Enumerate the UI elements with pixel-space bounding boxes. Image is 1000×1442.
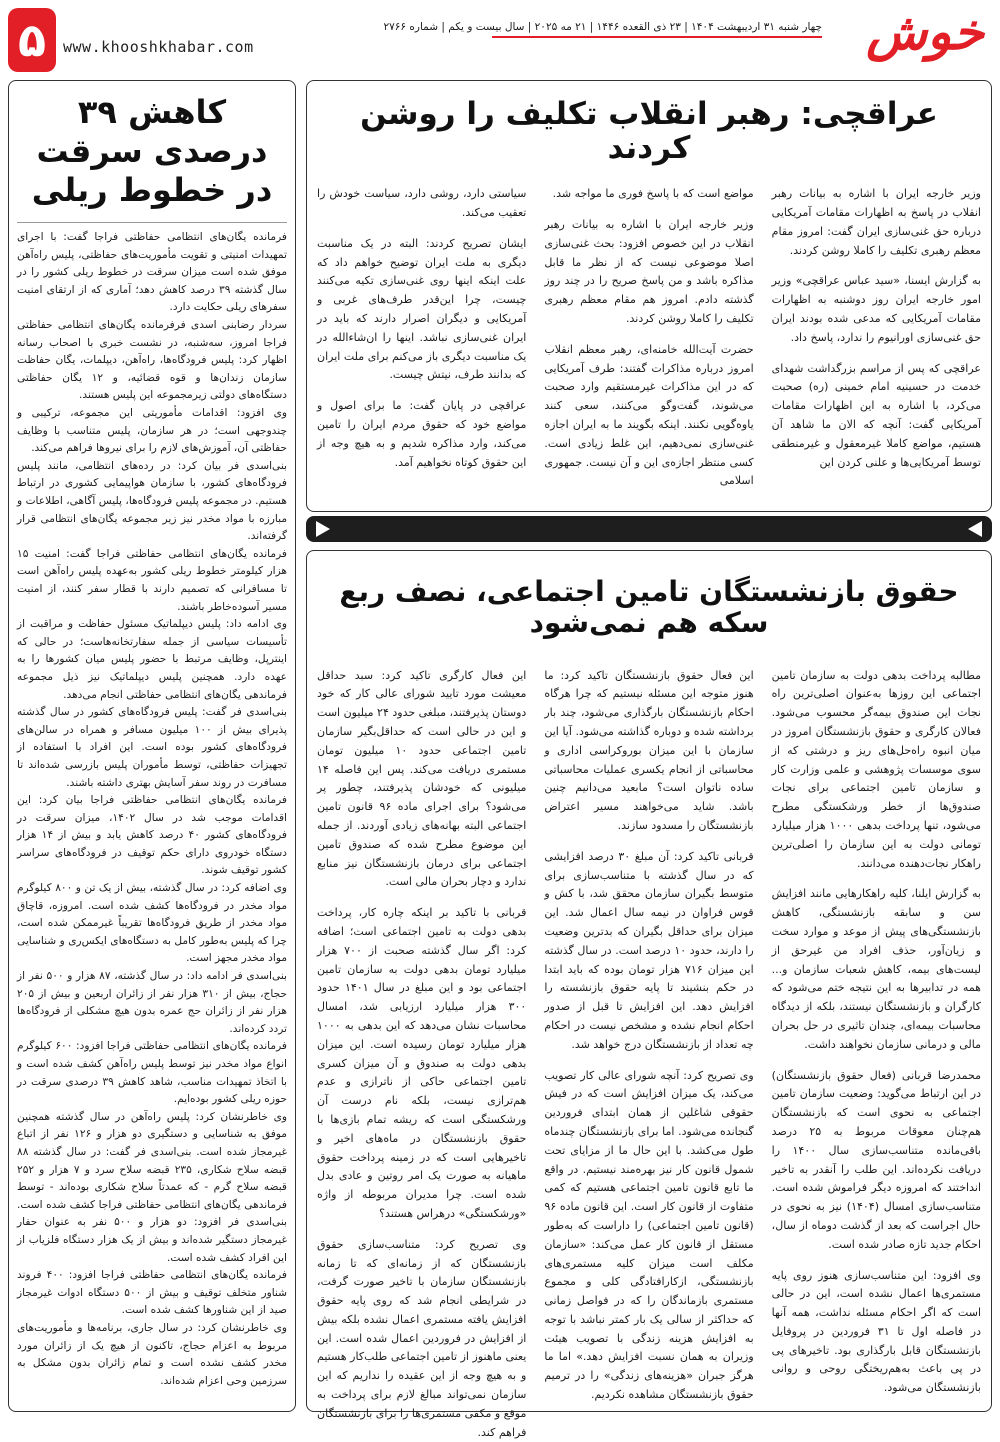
paragraph: وی خاطرنشان کرد: پلیس راه‌آهن در سال گذشته همچنین موفق به شناسایی و دستگیری دو هزار و ۱۲۶ نفر از اتباع غیرمجاز شده است. بنی‌اسدی فر گفت: در سال گذشته ۸۸ قبضه سلاح شکاری، ۲۳۵ قبضه سلاح سرد و ۷ هزار و ۲۵۲ قبضه سلاح گرم - که عمدتاً سلاح شکاری بوده‌اند - توسط فرماندهی یگان‌های انتظامی حفاظتی فراجا کشف شده است. بنی‌اسدی فر افزود: دو هزار و ۵۰۰ نفر به عنوان حفار غیرمجاز دستگیر شده‌اند و بیش از یک هزار دستگاه فلزیاب از این افراد کشف شده است. [17, 1110, 287, 1264]
article-headline: عراقچی: رهبر انقلاب تکلیف را روشن کردند [360, 96, 938, 167]
article-araghchi [306, 80, 992, 512]
article-headline: حقوق بازنشستگان تامین اجتماعی، نصف ربع سکه هم نمی‌شود [339, 575, 959, 639]
paragraph: ایشان تصریح کردند: البته در یک مناسبت دیگری به ملت ایران توضیح خواهم داد که علت اینکه اینها روی غنی‌سازی تکیه می‌کنند چیست، چرا این‌قدر طرف‌های غربی و آمریکایی و دیگران اصرار دارند که باید در ایران غنی‌سازی نباشد. اینها را ان‌شاءالله در یک مناسبت دیگری باز می‌کنم برای ملت ایران که بدانند طرف، نیتش چیست. [317, 236, 527, 382]
section-divider [306, 516, 992, 542]
paragraph: سردار رضابنی اسدی فرفرمانده یگان‌های انتظامی حفاظتی فراجا امروز، سه‌شنبه، در نشست خبری با اصحاب رسانه اظهار کرد: پلیس فرودگاه‌ها، راه‌آهن، دیپلمات، یگان حفاظت سازمان زندان‌ها و قوه قضائیه، و ۱۲ یگان حفاظتی دستگاه‌های دولتی زیرمجموعه این پلیس هستند. [17, 319, 288, 402]
paragraph: وی تصریح کرد: متناسب‌سازی حقوق بازنشستگان که از زمانه‌ای که تا زمانه بازنشستگان سازمان با تاخیر صورت گرفت، در شرایطی انجام شد که روی پایه حقوق افزایش یافته مستمری اعمال نشده بلکه بیش از افزایش در فروردین اعمال شده است. این یعنی ماهنوز از تامین اجتماعی طلب‌کار هستیم و به هیچ وجه از این عقیده را نداریم که این سازمان نمی‌تواند مبالغ لازم برای پرداخت به موقع و مکفی مستمری‌ها را برای بازنشستگان فراهم کند. [317, 1237, 527, 1439]
paragraph: بنی‌اسدی فر بیان کرد: در رده‌های انتظامی، مانند پلیس فرودگاه‌های کشور، با سازمان هواپیمایی کشوری در ارتباط هستیم. در مجموعه پلیس فرودگاه‌ها، پلیس آگاهی، اطلاعات و مبارزه با مواد مخدر نیز زیر مجموعه یگان‌های انتظامی قرار گرفته‌اند. [17, 459, 287, 543]
paragraph: وی ادامه داد: پلیس دیپلماتیک مسئول حفاظت و مراقبت از تأسیسات سیاسی از جمله سفارتخانه‌هاست؛ در حالی که اینترپل، وظایف مرتبط با حضور پلیس میان کشورها را به عهده دارد. همچنین پلیس دیپلماتیک نیز ذیل مجموعه فرماندهی یگان‌های انتظامی حفاظتی انجام می‌دهد. [17, 618, 287, 701]
paragraph: وزیر خارجه ایران با اشاره به بیانات رهبر انقلاب در این خصوص افزود: بحث غنی‌سازی اصلا موضوعی نیست که از نظر ما قابل مذاکره باشد و من پاسخ صریح را در چند روز گذشته دادم. امروز هم مقام معظم رهبری تکلیف را کاملا روشن کردند. [544, 217, 754, 325]
paragraph: مواضع است که با پاسخ فوری ما مواجه شد. [552, 187, 754, 201]
article-column [772, 185, 981, 521]
article-column [544, 185, 753, 521]
paragraph: عراقچی که پس از مراسم بزرگداشت شهدای خدمت در حسینیه امام خمینی (ره) صحبت می‌کرد، با اشاره به این اظهارات مقامات آمریکایی گفت: آنچه که الان ما شاهد آن هستیم، مواضع کاملا غیرمعقول و غیرمنطقی توسط آمریکایی‌ها و علنی کردن این [771, 361, 981, 469]
article-rail-theft [8, 80, 296, 1412]
paragraph: وزیر خارجه ایران با اشاره به بیانات رهبر انقلاب در پاسخ به اظهارات مقامات آمریکایی درباره حق غنی‌سازی ایران گفت: امروز مقام معظم رهبری تکلیف را کاملا روشن کردند. [771, 187, 981, 257]
paragraph: فرمانده یگان‌های انتظامی حفاظتی فراجا گفت: با اجرای تمهیدات امنیتی و تقویت مأموریت‌های حفاظتی، پلیس راه‌آهن موفق شده است میزان سرقت در خطوط ریلی کشور را در سال گذشته ۳۹ درصد کاهش دهد؛ آماری که از ارتقای امنیت سفرهای ریلی حکایت دارد. [17, 231, 287, 314]
divider-notch-left [316, 521, 330, 537]
paragraph: این فعال حقوق بازنشستگان تاکید کرد: ما هنوز متوجه این مسئله نیستیم که چرا هرگاه احکام بازنشستگان بارگذاری می‌شود، چند بار برداشته شده و دوباره گذاشته می‌شود. آیا این سازمان با این میزان بوروکراسی اداری و محاسباتی از انجام یکسری عملیات محاسباتی ساده ناتوان است؟ مابعید می‌دانیم چنین باشد. شاید می‌خواهند مسیر اعتراض بازنشستگان را مسدود سازند. [544, 668, 754, 832]
paragraph: وی تصریح کرد: آنچه شورای عالی کار تصویب می‌کند، یک میزان افزایش است که در فیش حقوقی شاغلین از همان ابتدای فروردین گنجانده می‌شود. اما برای بازنشستگان چندماه طول می‌کشد. با این حال ما از مزایای تحت شمول قانون کار نیز بهره‌مند نیستیم. در واقع ما تابع قانون تامین اجتماعی هستیم که کمی متفاوت از قانون کار است. این قانون ماده ۹۶ (قانون تامین اجتماعی) را داراست که به‌طور مستقل از قانون کار عمل می‌کند: «سازمان مکلف است میزان کلیه مستمری‌های بازنشستگی، ازکارافتادگی کلی و مجموع مستمری بازماندگان را که در فواصل زمانی که حداکثر از سالی یک بار کمتر نباشد با توجه به افزایش هزینه زندگی با تصویب هیئت وزیران به همان نسبت افزایش دهد.» اما ما هرگز جبران «هزینه‌های زندگی» را در ترمیم حقوق بازنشستگان مشاهده نکردیم. [544, 1068, 754, 1402]
paragraph: فرمانده یگان‌های انتظامی حفاظتی فراجا بیان کرد: این اقدامات موجب شد در سال ۱۴۰۲، میزان سرقت در فرودگاه‌های کشور ۴۰ درصد کاهش یابد و بیش از ۱۴ هزار دستگاه خودروی دارای حکم توقیف در فرودگاه‌های سراسر کشور توقیف شوند. [17, 794, 287, 877]
logo-text: خوش [866, 2, 984, 61]
paragraph: فرمانده یگان‌های انتظامی حفاظتی فراجا افزود: ۴۰۰ فروند شناور متخلف توقیف و بیش از ۵۰۰ دستگاه ادوات غیرمجاز صید از این شناورها کشف شده است. [17, 1269, 287, 1317]
paragraph: فرمانده یگان‌های انتظامی حفاظتی فراجا گفت: امنیت ۱۵ هزار کیلومتر خطوط ریلی کشور به‌عهده پلیس راه‌آهن است تا مسافرانی که تصمیم دارند با قطار سفر کنند، از امنیت مسیر آسوده‌خاطر باشند. [17, 547, 287, 613]
paragraph: بنی‌اسدی فر ادامه داد: در سال گذشته، ۸۷ هزار و ۵۰۰ نفر از حجاج، بیش از ۳۱۰ هزار نفر از زائران اربعین و بیش از ۲۰۵ هزار نفر از زائران حج عمره بدون هیچ مشکلی از فرودگاه‌ها تردد کرده‌اند. [17, 970, 287, 1035]
article-column [544, 667, 753, 1419]
paragraph: قربانی با تاکید بر اینکه چاره کار، پرداخت بدهی دولت به تامین اجتماعی است؛ اضافه کرد: اگر سال گذشته صحبت از ۷۰۰ هزار میلیارد تومان بدهی دولت به سازمان تامین اجتماعی بود و این مبلغ در سال ۱۴۰۱ حدود ۳۰۰ هزار میلیارد ارزیابی شد، امسال محاسبات نشان می‌دهد که این بدهی به ۱۰۰۰ هزار میلیارد تومان رسیده است. این میزان بدهی دولت به صندوق و آن میزان کسری تامین اجتماعی حاکی از ناترازی و عدم هم‌ترازی نیست، بلکه نام درست آن ورشکستگی است که ریشه تمام بازی‌ها با حقوق بازنشستگان در ماه‌های اخیر و تاخیرهایی است که در زمینه پرداخت حقوق ماهیانه به صورت یک امر روتین و عادی بدل شده است. چرا مدیران مربوطه از واژه «ورشکستگی» درهراس هستند؟ [317, 906, 527, 1220]
paragraph: محمدرضا قربانی (فعال حقوق بازنشستگان) در این ارتباط می‌گوید: وضعیت سازمان تامین اجتماعی به نحوی است که بازنشستگان هم‌چنان معوقات مربوط به ۲۵ درصد باقی‌مانده متناسب‌سازی سال ۱۴۰۰ را دریافت نکرده‌اند. این طلب را آنقدر به تاخیر انداختند که امروزه دیگر فراموش شده است. متناسب‌سازی امسال (۱۴۰۴) نیز به نحوی در حال اجراست که بعد از گذشت دوماه از سال، احکام جدید تازه صادر شده است. [771, 1068, 981, 1251]
article-column [772, 667, 981, 1419]
website-url[interactable]: www.khooshkhabar.com [63, 38, 254, 56]
article-body [317, 667, 981, 1439]
article-column [317, 185, 526, 521]
article-pensioners [306, 550, 992, 1439]
article-body [317, 185, 981, 521]
paragraph: بنی‌اسدی فر گفت: پلیس فرودگاه‌های کشور در سال گذشته پذیرای بیش از ۱۰۰ میلیون مسافر و همراه در سالن‌های فرودگاه‌های کشور بوده است. این افراد با استفاده از تجهیزات حفاظتی، توسط مأموران پلیس بازرسی شده‌اند تا مسافرت در روند سفر آسایش بهتری داشته باشند. [17, 706, 287, 789]
paragraph: عراقچی در پایان گفت: ما برای اصول و مواضع خود که حقوق مردم ایران را تامین می‌کند، وارد مذاکره شدیم و به هیچ وجه از این حقوق کوتاه نخواهیم آمد. [317, 399, 527, 469]
paragraph: حضرت آیت‌الله خامنه‌ای، رهبر معظم انقلاب امروز درباره مذاکرات گفتند: طرف آمریکایی که در این مذاکرات غیرمستقیم وارد صحبت می‌شوند، گفت‌وگو می‌کنند، سعی کنند یاوه‌گویی نکنند. اینکه بگویند ما به ایران اجازه غنی‌سازی نمی‌دهیم، این غلط زیادی است. کسی منتظر اجازه‌ی این و آن نیست. جمهوری اسلامی [544, 342, 754, 488]
dateline: چهار شنبه ۳۱ اردیبهشت ۱۴۰۴ | ۲۳ ذی القعده ۱۴۴۶ | ۲۱ مه ۲۰۲۵ | سال بیست و یکم | شماره ۲۷۶۶ [492, 16, 822, 38]
page-number: ۵ [8, 8, 56, 72]
divider-notch-right [968, 521, 982, 537]
newspaper-logo[interactable] [827, 2, 992, 74]
paragraph: فرمانده یگان‌های انتظامی حفاظتی فراجا افزود: ۶۰۰ کیلوگرم انواع مواد مخدر نیز توسط پلیس راه‌آهن کشف شده است و با اتخاذ تمهیدات مناسب، شاهد کاهش ۳۹ درصدی سرقت در حوزه ریلی کشور بوده‌ایم. [17, 1040, 287, 1106]
article-column [317, 667, 527, 1439]
paragraph: به گزارش ایسنا، «سید عباس عراقچی» وزیر امور خارجه ایران روز دوشنبه به اظهارات مقامات آمریکایی که مدعی شده بودند ایران حق غنی‌سازی اورانیوم را ندارد، پاسخ داد. [771, 274, 981, 344]
article-body [17, 222, 287, 1422]
paragraph: سیاستی دارد، روشی دارد، سیاست خودش را تعقیب می‌کند. [317, 187, 527, 219]
paragraph: وی افزود: این متناسب‌سازی هنوز روی پایه مستمری‌ها اعمال نشده است، این در حالی است که اگر احکام مسئله نداشت، همه آنها در فاصله اول تا ۳۱ فروردین در پروفایل بازنشستگان قابل بارگذاری بود. تاخیرهای پی در پی باعث به‌هم‌ریختگی روحی و روانی بازنشستگان می‌شود. [771, 1268, 981, 1395]
article-headline: کاهش ۳۹ درصدی سرقت در خطوط ریلی [31, 93, 273, 210]
paragraph: وی اضافه کرد: در سال گذشته، بیش از یک تن و ۸۰۰ کیلوگرم مواد مخدر در فرودگاه‌ها کشف شده است. امروزه، قاچاق مواد مخدر از طریق فرودگاه‌ها تقریباً غیرممکن شده است، چرا که پلیس به‌طور کامل به دستگاه‌های ایکس‌ری و شناسایی مواد مخدر مجهز است. [17, 882, 287, 965]
paragraph: قربانی تاکید کرد: آن مبلغ ۳۰ درصد افزایشی که در سال گذشته با متناسب‌سازی برای متوسط بگیران سازمان محقق شد، با کش و قوس فراوان در نیمه سال اعمال شد. این میزان برای حداقل بگیران که بدترین وضعیت را دارند، حدود ۱۰ درصد است. در سال گذشته این میزان ۷۱۶ هزار تومان بوده که باید ابتدا در حکم بنشیند تا پایه حقوق بازنشسته را افزایش دهد. این افزایش تا قبل از صدور احکام انجام نشده و مشخص نیست در احکام چه تعداد از بازنشستگان درج خواهد شد. [544, 849, 754, 1051]
paragraph: وی افزود: اقدامات مأموریتی این مجموعه، ترکیبی و چندوجهی است؛ در هر سازمان، پلیس متناسب با وظایف حفاظتی آن، آموزش‌های لازم را برای نیروها فراهم می‌کند. [17, 407, 287, 455]
masthead [8, 2, 992, 74]
paragraph: وی خاطرنشان کرد: در سال جاری، برنامه‌ها و مأموریت‌های مربوط به اعزام حجاج، تاکنون از هیچ یک از زائران مورد مخدر کشف نشده است و تمام زائران بدون مشکل به سرزمین وحی اعزام شده‌اند. [17, 1321, 287, 1387]
paragraph: این فعال کارگری تاکید کرد: سبد حداقل معیشت مورد تایید شورای عالی کار که خود دوستان پذیرفتند، مبلغی حدود ۲۴ میلیون است و این در حالی است که حداقل‌بگیر سازمان تامین اجتماعی حدود ۱۰ میلیون تومان مستمری دریافت می‌کند. پس این فاصله ۱۴ میلیونی که خودشان پذیرفتند، چطور پر می‌شود؟ برای اجرای ماده ۹۶ قانون تامین اجتماعی البته بهانه‌های زیادی آوردند. از جمله این موضوع مطرح شده که صندوق تامین اجتماعی برای درمان بازنشستگان نیز منابع ندارد و دچار بحران مالی است. [317, 668, 527, 889]
paragraph: مطالبه پرداخت بدهی دولت به سازمان تامین اجتماعی این روزها به‌عنوان اصلی‌ترین راه نجات این صندوق بیمه‌گر محسوب می‌شود. فعالان کارگری و حقوق بازنشستگان امروز در میان انبوه راه‌حل‌های ریز و درشتی که از سوی موسسات پژوهشی و علمی وزارت کار و سازمان تامین اجتماعی برای نجات صندوق‌ها از خطر ورشکستگی مطرح می‌شود، تنها پرداخت بدهی ۱۰۰۰ هزار میلیارد تومانی دولت به این سازمان را اصلی‌ترین راهکار نجات‌دهنده می‌دانند. [771, 668, 981, 870]
paragraph: به گزارش ایلنا، کلیه راهکارهایی مانند افزایش سن و سابقه بازنشستگی، کاهش بازنشستگی‌های پیش از موعد و موارد سخت و زیان‌آور، حذف افراد من غیرحق از لیست‌های بیمه، کاهش شعبات سازمان و... همه در تدابیرها به این نتیجه ختم می‌شود که کارگران و بازنشستگان نیستند، بلکه از دیدگاه محاسبات بیمه‌ای، چندان تاثیری در حل بحران مالی و درمانی سازمان نخواهند داشت. [771, 887, 981, 1051]
